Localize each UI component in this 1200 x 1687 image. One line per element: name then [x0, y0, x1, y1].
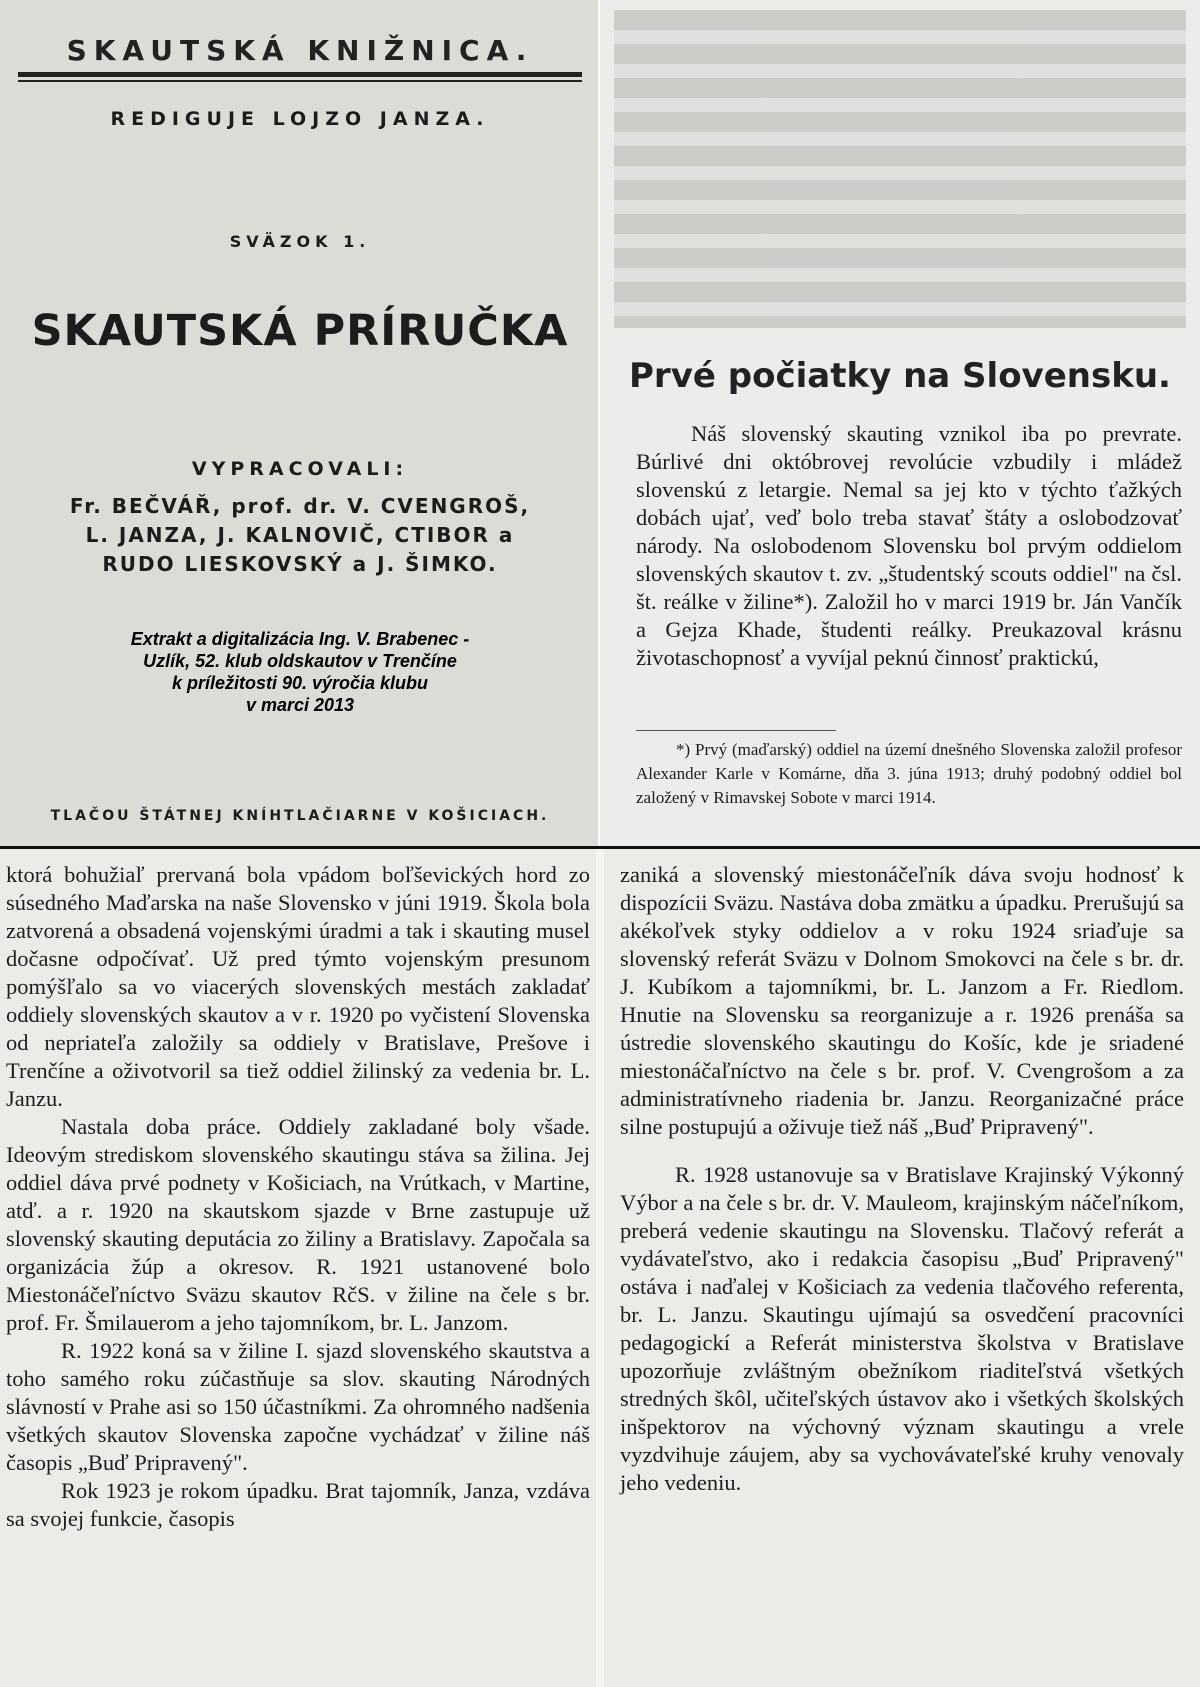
paragraph: Rok 1923 je rokom úpadku. Brat tajomník, Janza, vzdáva sa svojej funkcie, časopis — [6, 1478, 590, 1531]
intro-page — [600, 0, 1200, 846]
paragraph: R. 1928 ustanovuje sa v Bratislave Krajinský Výkonný Výbor a na čele s br. dr. V. Mauleom, krajinským náčeľníkom, preberá vedenie skautingu na Slovensku. Tlačový referát a vydávateľstvo, ako i redakcia časopisu „Buď Pripravený" ostáva i naďalej v Košiciach za vedenia tlačového referenta, br. L. Janzu. Skautingu ujímajú sa osvedčení pracovníci pedagogickí a Referát ministerstva školstva v Bratislave upozorňuje zvláštným obežníkom riaditeľstvá všetkých stredných škôl, učiteľských ústavov ako i všetkých školských inšpektorov na výchovný význam skautingu a vrele vyzdvihuje záujem, aby sa vychovávateľské kruhy venovaly jeho vedeniu. — [620, 1162, 1184, 1495]
digitization-note — [60, 628, 540, 716]
paragraph: zaniká a slovenský miestonáčeľník dáva svoju hodnosť k dispozícii Sväzu. Nastáva doba zmätku a úpadku. Prerušujú sa akékoľvek styky oddielov a v roku 1924 sriaďuje sa slovenský referát Sväzu v Dolnom Smokovci na čele s br. dr. J. Kubíkom a tajomníkmi, br. L. Janzom a Fr. Riedlom. Hnutie na Slovensku sa reorganizuje a r. 1926 prenáša sa ústredie slovenského skautingu do Košíc, kde je sriadené miestonáčaľníctvo na čele s br. prof. V. Cvengrošom a za administratívneho riadenia br. Janzu. Reorganizačné práce silne postupujú a oživuje tiež náš „Buď Pripravený". — [620, 862, 1184, 1139]
book-title: SKAUTSKÁ PRÍRUČKA — [31, 306, 569, 356]
note-line: Extrakt a digitalizácia Ing. V. Brabenec - — [130, 629, 470, 649]
paragraph: Nastala doba práce. Oddiely zakladané boly všade. Ideovým strediskom slovenského skautingu stáva sa žilina. Jej oddiel dáva prvé podnety v Košiciach, na Vrútkach, v Martine, atď. a r. 1920 na skautskom sjazde v Brne zastupuje už slovenský skauting deputácia zo žiliny a Bratislavy. Započala sa organizácia žúp a okresov. R. 1921 ustanovené bolo Miestonáčeľníctvo Sväzu skautov RčS. v žiline na čele s br. prof. Fr. Šmilauerom a jeho tajomníkom, br. L. Janzom. — [6, 1114, 590, 1335]
authors-heading: VYPRACOVALI: — [191, 458, 409, 480]
column-gap — [596, 849, 604, 1687]
editor-line: REDIGUJE LOJZO JANZA. — [110, 108, 490, 130]
paragraph: R. 1922 koná sa v žiline I. sjazd slovenského skautstva a toho samého roku zúčastňuje sa slov. skauting Národných slávností v Prahe asi so 150 účastníkmi. Za ohromného nadšenia všetkých skautov Slovenska započne vychádzať v žiline náš časopis „Buď Pripravený". — [6, 1338, 590, 1475]
author-line: Fr. BEČVÁŘ, prof. dr. V. CVENGROŠ, — [69, 494, 531, 518]
title-rule-thin — [18, 80, 582, 82]
note-line: k príležitosti 90. výročia klubu — [171, 673, 429, 693]
printer-line: TLAČOU ŠTÁTNEJ KNÍHTLAČIARNE V KOŠICIACH. — [50, 808, 550, 824]
series-title: SKAUTSKÁ KNIŽNICA. — [66, 34, 534, 67]
blurred-text-block — [614, 10, 1186, 328]
cover-page — [0, 0, 600, 846]
footnote — [636, 738, 1182, 810]
section-title: Prvé počiatky na Slovensku. — [629, 356, 1171, 396]
author-line: RUDO LIESKOVSKÝ a J. ŠIMKO. — [102, 552, 498, 576]
intro-body — [636, 420, 1182, 672]
footnote-text: *) Prvý (maďarský) oddiel na území dnešného Slovenska založil profesor Alexander Karle v Komárne, dňa 3. júna 1913; druhý podobný oddiel bol založený v Rimavskej Sobote v marci 1914. — [636, 740, 1182, 807]
note-line: v marci 2013 — [245, 695, 355, 715]
intro-paragraph: Náš slovenský skauting vznikol iba po prevrate. Búrlivé dni októbrovej revolúcie vzbudily i mládež slovenskú z letargie. Nemal sa jej kto v týchto ťažkých dobách ujať, veď bolo treba stavať štáty a oslobodzovať národy. Na oslobodenom Slovensku bol prvým oddielom slovenských skautov t. zv. „študentský scouts oddiel" na čsl. št. reálke v žiline*). Založil ho v marci 1919 br. Ján Vančík a Gejza Khade, študenti reálky. Preukazoval krásnu životaschopnosť a vyvíjal peknú činnosť praktickú, — [636, 421, 1182, 670]
paragraph: ktorá bohužiaľ prervaná bola vpádom boľševických hord zo súsedného Maďarska na naše Slovensko v júni 1919. Škola bola zatvorená a obsadená vojenskými úradmi a tak i skauting musel dočasne odpočívať. Už pred týmto vojenským presunom pomýšľalo sa vo viacerých slovenských mestách zakladať oddiely slovenských skautov a v r. 1920 po vyčistení Slovenska od nepriateľa založily sa oddiely v Bratislave, Prešove i Trenčíne a oživotvoril sa tiež oddiel žilinský za vedenia br. L. Janzu. — [6, 862, 590, 1111]
title-rule — [18, 72, 582, 77]
text-page — [0, 849, 1200, 1687]
right-column — [620, 861, 1184, 1497]
footnote-rule — [636, 730, 836, 731]
author-line: L. JANZA, J. KALNOVIČ, CTIBOR a — [85, 523, 515, 547]
note-line: Uzlík, 52. klub oldskautov v Trenčíne — [143, 651, 457, 671]
volume-label: SVÄZOK 1. — [229, 232, 371, 251]
left-column — [6, 861, 590, 1533]
